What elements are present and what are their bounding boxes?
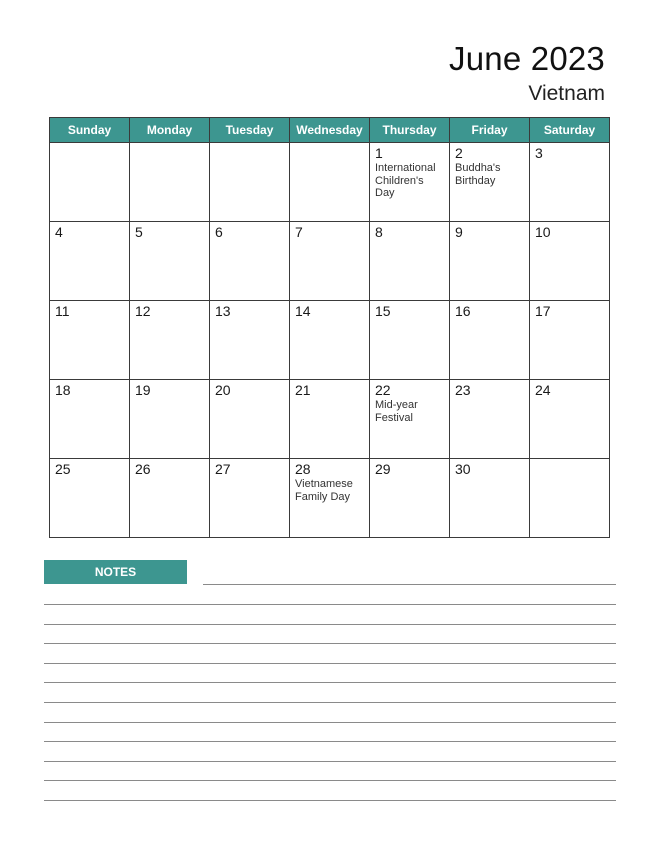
weekday-header-sunday: Sunday (50, 118, 130, 143)
day-number: 10 (535, 224, 551, 240)
note-line (44, 682, 616, 683)
calendar-day-cell (130, 222, 210, 301)
day-number: 8 (375, 224, 383, 240)
holiday-label: International Children's Day (375, 162, 436, 199)
note-line (44, 624, 616, 625)
calendar-day-cell (210, 222, 290, 301)
day-number: 26 (135, 461, 151, 477)
calendar-day-cell (370, 459, 450, 538)
calendar-day-cell (210, 459, 290, 538)
day-number: 15 (375, 303, 391, 319)
calendar-day-cell (210, 380, 290, 459)
calendar-day-cell (290, 143, 370, 222)
calendar-day-cell (370, 222, 450, 301)
weekday-header-row (50, 118, 610, 143)
calendar-day-cell (290, 222, 370, 301)
country-subtitle: Vietnam (528, 82, 605, 105)
day-number: 17 (535, 303, 551, 319)
calendar-day-cell (450, 222, 530, 301)
day-number: 29 (375, 461, 391, 477)
calendar-day-cell (370, 143, 450, 222)
day-number: 1 (375, 145, 383, 161)
day-number: 5 (135, 224, 143, 240)
calendar-day-cell (530, 380, 610, 459)
weekday-header-wednesday: Wednesday (290, 118, 370, 143)
weekday-header-monday: Monday (130, 118, 210, 143)
calendar-day-cell (50, 143, 130, 222)
calendar-day-cell (450, 380, 530, 459)
calendar-day-cell (450, 459, 530, 538)
holiday-label: Vietnamese Family Day (295, 478, 353, 503)
calendar-day-cell (450, 143, 530, 222)
calendar-day-cell (130, 143, 210, 222)
note-line (203, 584, 616, 585)
day-number: 6 (215, 224, 223, 240)
weekday-header-tuesday: Tuesday (210, 118, 290, 143)
day-number: 7 (295, 224, 303, 240)
calendar-day-cell (290, 459, 370, 538)
day-number: 22 (375, 382, 391, 398)
calendar-day-cell (530, 222, 610, 301)
note-line (44, 741, 616, 742)
calendar-day-cell (130, 301, 210, 380)
calendar-day-cell (210, 143, 290, 222)
calendar-week-row (50, 380, 610, 459)
day-number: 25 (55, 461, 71, 477)
calendar-day-cell (50, 380, 130, 459)
calendar-day-cell (530, 143, 610, 222)
note-line (44, 604, 616, 605)
note-line (44, 702, 616, 703)
calendar-day-cell (210, 301, 290, 380)
weekday-header-friday: Friday (450, 118, 530, 143)
calendar-day-cell (530, 459, 610, 538)
note-line (44, 800, 616, 801)
day-number: 2 (455, 145, 463, 161)
calendar-week-row (50, 459, 610, 538)
day-number: 12 (135, 303, 151, 319)
note-line (44, 643, 616, 644)
day-number: 24 (535, 382, 551, 398)
calendar-day-cell (370, 301, 450, 380)
notes-label: NOTES (44, 560, 187, 584)
calendar-day-cell (130, 380, 210, 459)
day-number: 18 (55, 382, 71, 398)
day-number: 11 (55, 303, 70, 319)
day-number: 9 (455, 224, 463, 240)
calendar-title: June 2023 (449, 40, 605, 77)
month-calendar-grid (49, 117, 610, 538)
holiday-label: Buddha's Birthday (455, 162, 501, 187)
day-number: 20 (215, 382, 231, 398)
day-number: 30 (455, 461, 471, 477)
calendar-week-row (50, 222, 610, 301)
calendar-day-cell (290, 380, 370, 459)
calendar-day-cell (370, 380, 450, 459)
day-number: 27 (215, 461, 231, 477)
calendar-day-cell (50, 459, 130, 538)
calendar-day-cell (450, 301, 530, 380)
day-number: 4 (55, 224, 63, 240)
calendar-day-cell (530, 301, 610, 380)
day-number: 14 (295, 303, 311, 319)
day-number: 28 (295, 461, 311, 477)
note-line (44, 780, 616, 781)
calendar-day-cell (130, 459, 210, 538)
calendar-day-cell (50, 222, 130, 301)
note-line (44, 663, 616, 664)
day-number: 3 (535, 145, 543, 161)
note-line (44, 722, 616, 723)
day-number: 19 (135, 382, 151, 398)
note-line (44, 761, 616, 762)
weekday-header-thursday: Thursday (370, 118, 450, 143)
holiday-label: Mid-year Festival (375, 399, 418, 424)
day-number: 23 (455, 382, 471, 398)
day-number: 13 (215, 303, 231, 319)
day-number: 16 (455, 303, 471, 319)
calendar-day-cell (290, 301, 370, 380)
weekday-header-saturday: Saturday (530, 118, 610, 143)
calendar-week-row (50, 301, 610, 380)
calendar-week-row (50, 143, 610, 222)
calendar-weeks (50, 143, 610, 538)
calendar-day-cell (50, 301, 130, 380)
day-number: 21 (295, 382, 311, 398)
